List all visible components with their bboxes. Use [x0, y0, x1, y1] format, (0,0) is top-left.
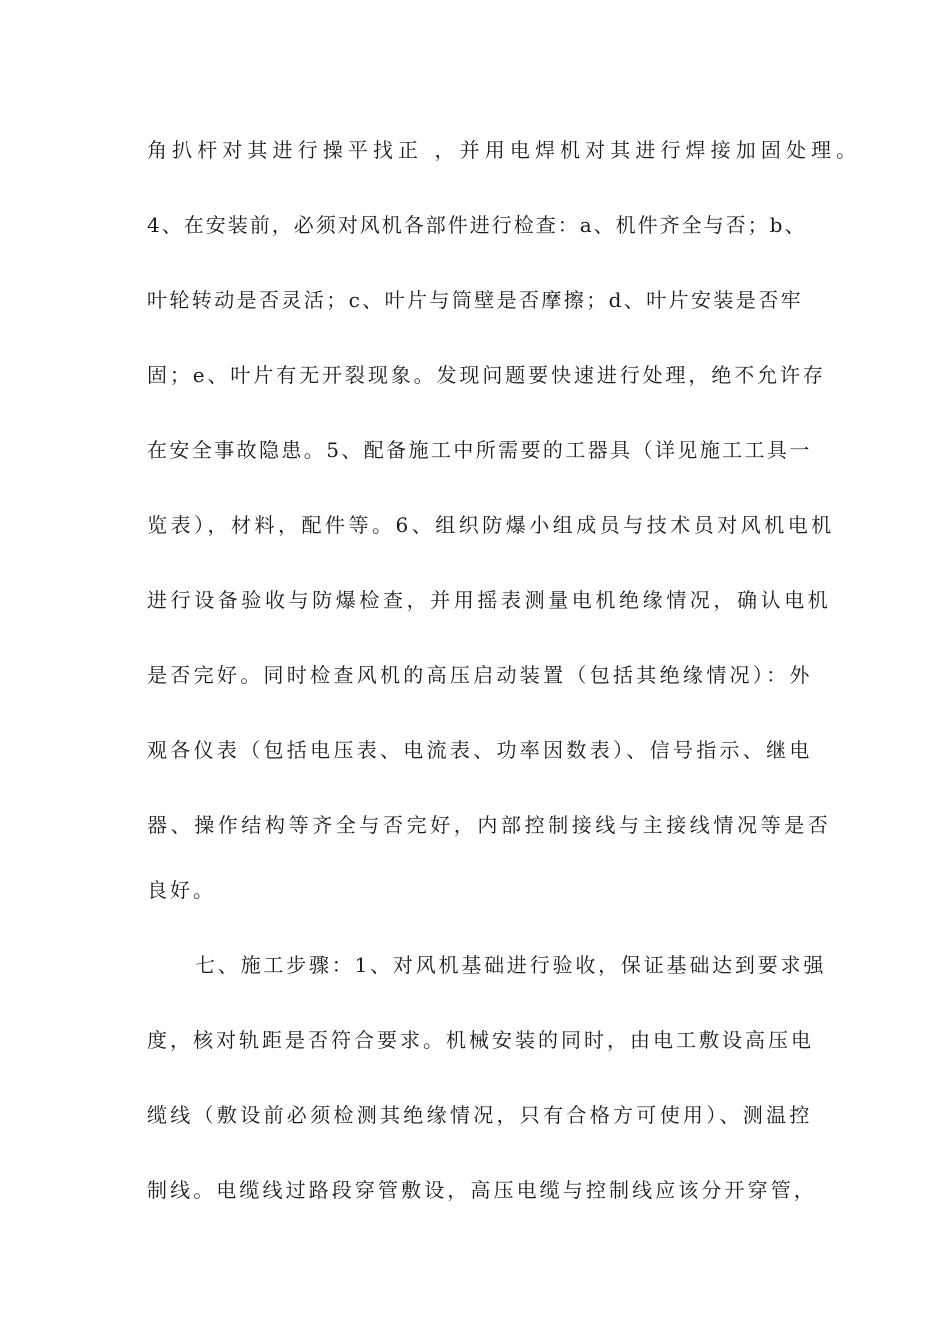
- text-line: 是否完好。同时检查风机的高压启动装置（包括其绝缘情况）：外: [147, 663, 813, 687]
- text-line: 4、在安装前，必须对风机各部件进行检查：a、机件齐全与否；b、: [147, 213, 807, 237]
- text-line: 角扒杆对其进行操平找正 ，并用电焊机对其进行焊接加固处理。: [147, 138, 862, 162]
- text-line: 固；e、叶片有无开裂现象。发现问题要快速进行处理，绝不允许存: [147, 363, 826, 387]
- text-line: 进行设备验收与防爆检查，并用摇表测量电机绝缘情况，确认电机: [147, 588, 832, 612]
- text-line: 器、操作结构等齐全与否完好，内部控制接线与主接线情况等是否: [147, 813, 832, 837]
- text-line: 观各仪表（包括电压表、电流表、功率因数表）、信号指示、继电: [147, 738, 813, 762]
- section-heading-line: 七、施工步骤：1、对风机基础进行验收，保证基础达到要求强: [195, 953, 827, 977]
- text-line: 良好。: [147, 878, 216, 902]
- text-line: 览表），材料，配件等。6、组织防爆小组成员与技术员对风机电机: [147, 513, 835, 537]
- text-line: 制线。电缆线过路段穿管敷设，高压电缆与控制线应该分开穿管，: [147, 1178, 817, 1202]
- text-line: 缆线（敷设前必须检测其绝缘情况，只有合格方可使用）、测温控: [147, 1103, 813, 1127]
- text-line: 叶轮转动是否灵活；c、叶片与筒壁是否摩擦；d、叶片安装是否牢: [147, 288, 804, 312]
- text-line: 度，核对轨距是否符合要求。机械安装的同时，由电工敷设高压电: [147, 1028, 814, 1052]
- text-line: 在安全事故隐患。5、配备施工中所需要的工器具（详见施工工具一: [147, 438, 812, 462]
